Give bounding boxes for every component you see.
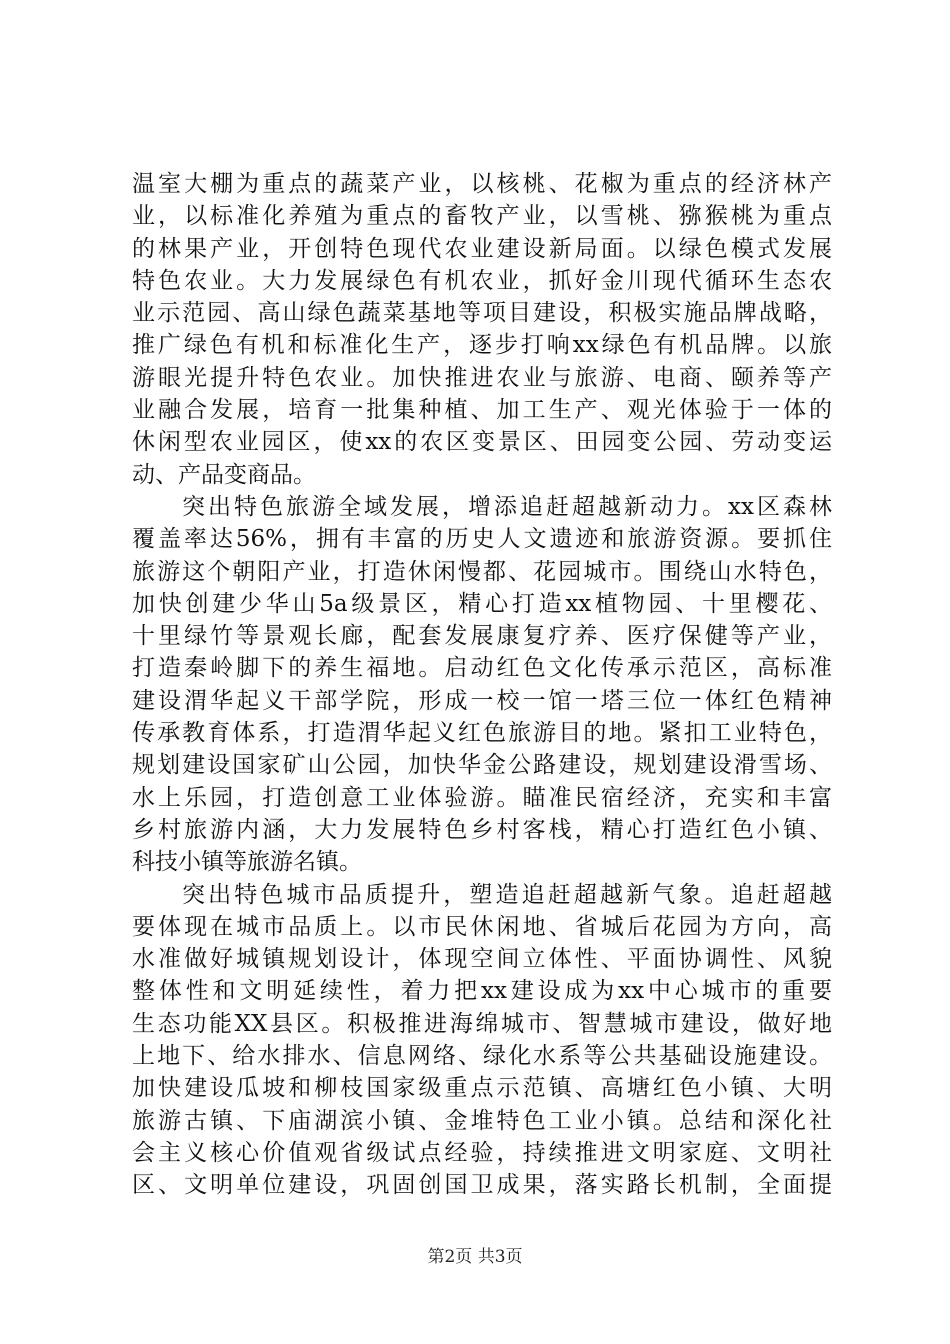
text-line: 水上乐园，打造创意工业体验游。瞄准民宿经济，充实和丰富 [132,784,832,811]
text-line: 整体性和文明延续性，着力把xx建设成为xx中心城市的重要 [132,978,832,1005]
text-line: 温室大棚为重点的蔬菜产业，以核桃、花椒为重点的经济林产 [132,171,832,197]
text-line: 规划建设国家矿山公园，加快华金公路建设，规划建设滑雪场、 [132,752,832,779]
document-body [132,168,832,1202]
text-line: 要体现在城市品质上。以市民休闲地、省城后花园为方向，高 [132,913,832,940]
text-line: 会主义核心价值观省级试点经验，持续推进文明家庭、文明社 [132,1139,832,1166]
text-line: 打造秦岭脚下的养生福地。启动红色文化传承示范区，高标准 [132,655,832,682]
text-line: 特色农业。大力发展绿色有机农业，抓好金川现代循环生态农 [132,267,832,294]
text-line: 十里绿竹等景观长廊，配套发展康复疗养、医疗保健等产业， [132,623,832,650]
text-line: 区、文明单位建设，巩固创国卫成果，落实路长机制，全面提 [132,1172,832,1199]
text-line: 乡村旅游内涵，大力发展特色乡村客栈，精心打造红色小镇、 [132,816,832,843]
text-line: 旅游这个朝阳产业，打造休闲慢都、花园城市。围绕山水特色， [132,558,832,585]
text-line: 加快创建少华山5a级景区，精心打造xx植物园、十里樱花、 [132,590,832,617]
text-line: 上地下、给水排水、信息网络、绿化水系等公共基础设施建设。 [132,1043,832,1070]
text-line: 的林果产业，开创特色现代农业建设新局面。以绿色模式发展 [132,235,832,262]
page-footer: 第2页 共3页 [427,1247,523,1267]
text-line: 覆盖率达56%，拥有丰富的历史人文遗迹和旅游资源。要抓住 [132,526,832,553]
text-line: 生态功能XX县区。积极推进海绵城市、智慧城市建设，做好地 [132,1010,832,1037]
text-line: 游眼光提升特色农业。加快推进农业与旅游、电商、颐养等产 [132,364,832,391]
paragraph-p2 [132,491,832,879]
text-line: 突出特色旅游全域发展，增添追赶超越新动力。xx区森林 [182,493,832,520]
text-line: 传承教育体系，打造渭华起义红色旅游目的地。紧扣工业特色， [132,720,832,747]
text-line: 业，以标准化养殖为重点的畜牧产业，以雪桃、猕猴桃为重点 [132,203,832,230]
text-line: 旅游古镇、下庙湖滨小镇、金堆特色工业小镇。总结和深化社 [132,1107,832,1134]
text-line: 加快建设瓜坡和柳枝国家级重点示范镇、高塘红色小镇、大明 [132,1075,832,1102]
text-line: 突出特色城市品质提升，塑造追赶超越新气象。追赶超越 [182,881,832,908]
text-line: 休闲型农业园区，使xx的农区变景区、田园变公园、劳动变运 [132,429,832,456]
text-line: 业融合发展，培育一批集种植、加工生产、观光体验于一体的 [132,397,832,424]
text-line: 动、产品变商品。 [132,461,316,488]
text-line: 建设渭华起义干部学院，形成一校一馆一塔三位一体红色精神 [132,687,832,714]
text-line: 科技小镇等旅游名镇。 [132,849,362,876]
paragraph-p1 [132,168,832,491]
text-line: 水准做好城镇规划设计，体现空间立体性、平面协调性、风貌 [132,946,832,973]
text-line: 推广绿色有机和标准化生产，逐步打响xx绿色有机品牌。以旅 [132,332,832,359]
paragraph-p3 [132,879,832,1202]
text-line: 业示范园、高山绿色蔬菜基地等项目建设，积极实施品牌战略， [132,300,832,327]
